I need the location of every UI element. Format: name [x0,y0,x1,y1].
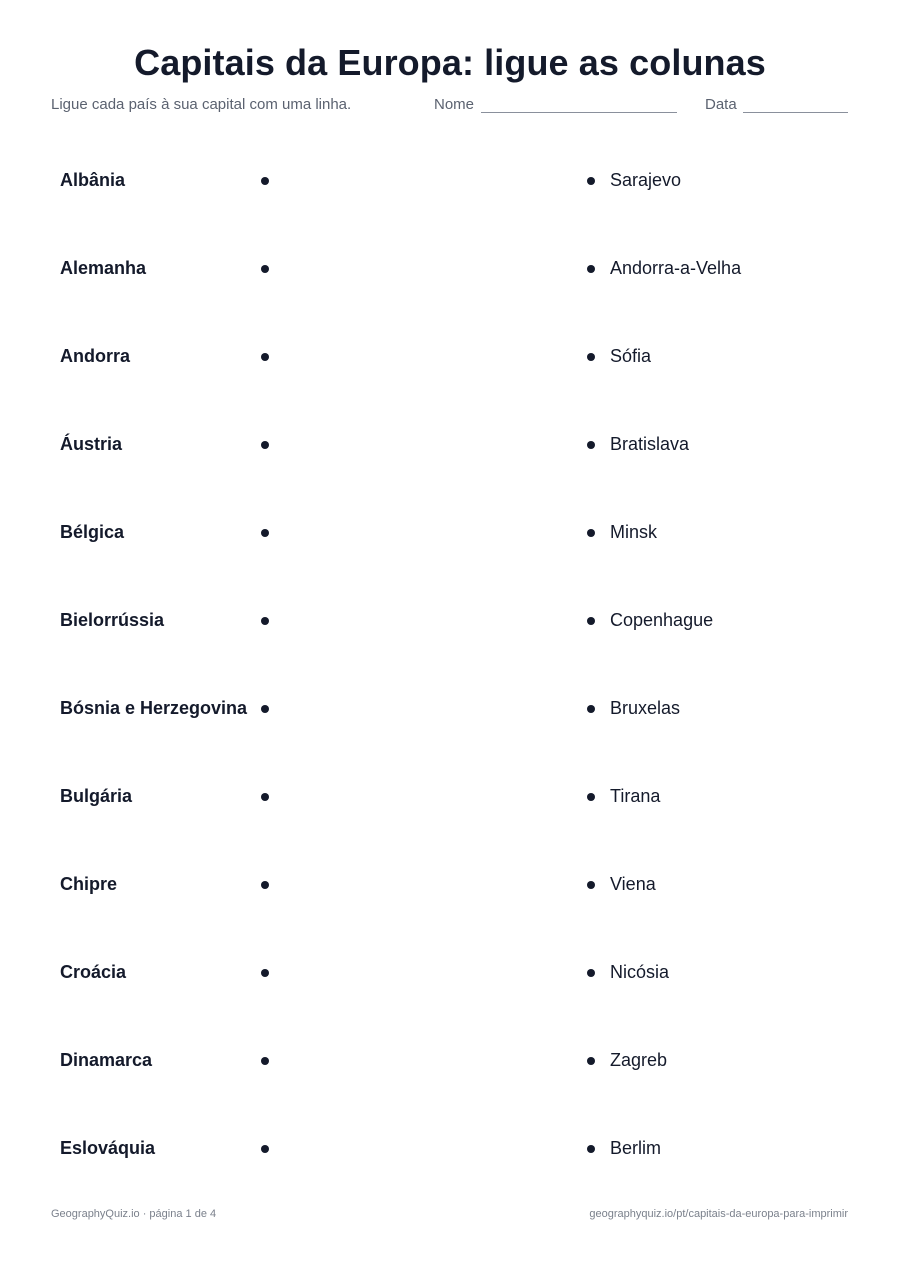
matching-row [0,313,900,401]
matching-row [0,1105,900,1193]
country-dot [261,969,269,977]
capital-label: Zagreb [610,1050,668,1070]
country-dot [261,793,269,801]
capital-label: Copenhague [610,610,714,630]
country-label: Chipre [60,874,118,894]
capital-dot [587,1057,595,1065]
country-dot [261,705,269,713]
name-label: Nome [434,96,475,113]
matching-row [0,225,900,313]
capital-dot [587,969,595,977]
capital-dot [587,1145,595,1153]
country-label: Áustria [60,434,123,454]
matching-row [0,489,900,577]
capital-dot [587,265,595,273]
country-dot [261,529,269,537]
capital-label: Sarajevo [610,170,682,190]
page-title: Capitais da Europa: ligue as colunas [134,42,766,83]
country-label: Alemanha [60,258,147,278]
capital-dot [587,177,595,185]
capital-dot [587,881,595,889]
capital-label: Nicósia [610,962,670,982]
capital-dot [587,617,595,625]
capital-label: Viena [610,874,656,894]
country-dot [261,1057,269,1065]
country-label: Bielorrússia [60,610,165,630]
capital-label: Andorra-a-Velha [610,258,742,278]
matching-row [0,577,900,665]
country-dot [261,353,269,361]
capital-label: Bratislava [610,434,690,454]
capital-label: Sófia [610,346,652,366]
country-label: Andorra [60,346,131,366]
country-label: Albânia [60,170,126,190]
date-label: Data [705,96,737,113]
capital-dot [587,529,595,537]
capital-dot [587,353,595,361]
date-line [743,112,848,113]
matching-row [0,929,900,1017]
matching-row [0,753,900,841]
matching-row [0,665,900,753]
name-line [481,112,677,113]
matching-row [0,401,900,489]
matching-row [0,841,900,929]
footer-url: geographyquiz.io/pt/capitais-da-europa-para-imprimir [589,1208,848,1220]
footer-page-info: GeographyQuiz.io · página 1 de 4 [51,1208,217,1220]
capital-dot [587,705,595,713]
matching-rows [0,137,900,1193]
country-dot [261,265,269,273]
matching-row [0,1017,900,1105]
country-dot [261,1145,269,1153]
country-dot [261,177,269,185]
country-label: Eslováquia [60,1138,156,1158]
country-label: Dinamarca [60,1050,153,1070]
country-label: Bósnia e Herzegovina [60,698,248,718]
capital-label: Berlim [610,1138,662,1158]
country-dot [261,617,269,625]
capital-dot [587,441,595,449]
matching-row [0,137,900,225]
capital-label: Bruxelas [610,698,681,718]
capital-dot [587,793,595,801]
country-dot [261,881,269,889]
instructions-text: Ligue cada país à sua capital com uma linha. [51,96,352,113]
capital-label: Tirana [610,786,661,806]
capital-label: Minsk [610,522,658,542]
country-label: Bélgica [60,522,125,542]
country-dot [261,441,269,449]
country-label: Croácia [60,962,127,982]
country-label: Bulgária [60,786,133,806]
